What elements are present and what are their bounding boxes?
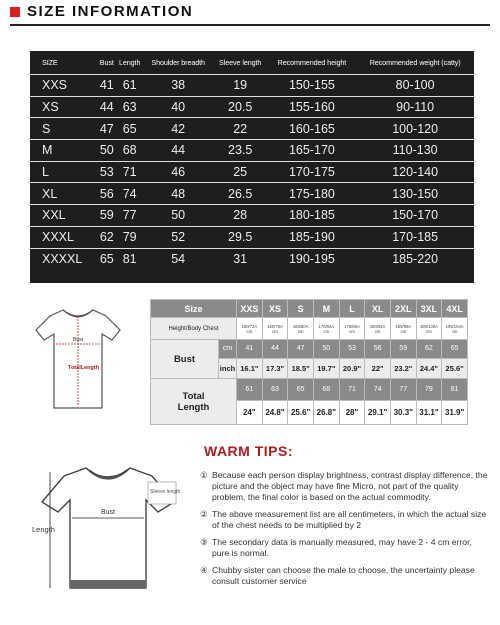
warm-tips-title: WARM TIPS: — [204, 443, 293, 459]
grid-cell-bust_cm: 41 — [237, 340, 263, 358]
warm-tip-item — [200, 509, 490, 531]
grid-cell-length_cm: 65 — [288, 379, 314, 401]
table1-cell: 65 — [116, 118, 144, 140]
grid-cell-bust_cm: 62 — [416, 340, 442, 358]
grid-cell-hb: 195/104A cm — [442, 318, 468, 340]
grid-cell-length_inch: 31.9" — [442, 401, 468, 425]
table1-cell: 19 — [213, 75, 268, 97]
table1-cell: 54 — [144, 248, 213, 269]
table-row — [30, 140, 474, 162]
tip-number: ② — [200, 509, 208, 519]
grid-cell-bust_cm: 65 — [442, 340, 468, 358]
table1-cell: XXXL — [30, 226, 98, 248]
table1-cell: 29.5 — [213, 226, 268, 248]
grid-cell-sizes: 4XL — [442, 300, 468, 318]
grid-cell-length_cm: 77 — [390, 379, 416, 401]
tip-text: Chubby sister can choose the male to choose, the uncertainty please consult customer service — [212, 565, 475, 586]
table1-cell: 185-220 — [356, 248, 474, 269]
table1-cell: 190-195 — [268, 248, 357, 269]
table1-cell: 56 — [98, 183, 116, 205]
grid-cell-sizes: L — [339, 300, 365, 318]
grid-cell-hb: 150/72A cm — [237, 318, 263, 340]
table1-cell: 150-170 — [356, 205, 474, 227]
grid-cell-length_inch: 28" — [339, 401, 365, 425]
table1-header-0: SIZE — [42, 58, 58, 67]
table1-cell: 71 — [116, 161, 144, 183]
tip-text: The secondary data is manually measured, may have 2 - 4 cm error, pure is normal. — [212, 537, 472, 558]
bust-label: Bust — [151, 340, 219, 379]
tee2-length-label: Length — [32, 525, 55, 534]
grid-cell-length_inch: 30.3" — [390, 401, 416, 425]
table1-cell: 130-150 — [356, 183, 474, 205]
table1-cell: 80-100 — [356, 75, 474, 97]
table1-cell: 170-175 — [268, 161, 357, 183]
grid-cell-length_inch: 24.8" — [262, 401, 288, 425]
grid-cell-length_inch: 25.6" — [288, 401, 314, 425]
table-row — [30, 183, 474, 205]
grid-cell-hb: 190/100A cm — [416, 318, 442, 340]
section-header — [10, 3, 193, 20]
table1-cell: 63 — [116, 96, 144, 118]
grid-cell-length_cm: 61 — [237, 379, 263, 401]
grid-cell-sizes: XXS — [237, 300, 263, 318]
table1-cell: XXL — [30, 205, 98, 227]
table-row — [30, 118, 474, 140]
grid-cell-bust_cm: 53 — [339, 340, 365, 358]
table1-cell: L — [30, 161, 98, 183]
total-length-label: Total Length — [151, 379, 237, 425]
table1-cell: 185-190 — [268, 226, 357, 248]
inch-unit: inch — [219, 358, 237, 379]
grid-cell-length_inch: 29.1" — [365, 401, 391, 425]
tshirt-diagram-detail — [28, 460, 188, 600]
grid-cell-length_cm: 81 — [442, 379, 468, 401]
grid-cell-bust_inch: 25.6" — [442, 358, 468, 379]
table1-cell: 46 — [144, 161, 213, 183]
table-row — [30, 161, 474, 183]
grid-cell-length_cm: 71 — [339, 379, 365, 401]
tip-text: Because each person display brightness, contrast display difference, the picture and the object may have fine Micro, not part of the quality problem, the final color is based on the actual commodity. — [212, 470, 488, 502]
table1-cell: 44 — [98, 96, 116, 118]
grid-cell-bust_inch: 20.9" — [339, 358, 365, 379]
tip-number: ① — [200, 470, 208, 480]
grid-cell-bust_cm: 50 — [313, 340, 339, 358]
table1-cell: 28 — [213, 205, 268, 227]
grid-cell-sizes: M — [313, 300, 339, 318]
cm-unit: cm — [219, 340, 237, 358]
grid-cell-hb: 180/92A cm — [365, 318, 391, 340]
table1-cell: 68 — [116, 140, 144, 162]
table1-cell: 52 — [144, 226, 213, 248]
table1-cell: XL — [30, 183, 98, 205]
table-row — [30, 75, 474, 97]
tee2-sleeve-label: Sleeve length — [150, 489, 181, 495]
table1-cell: 40 — [144, 96, 213, 118]
warm-tip-item — [200, 537, 490, 559]
grid-cell-sizes: XL — [365, 300, 391, 318]
table1-cell: 155-160 — [268, 96, 357, 118]
table1-cell: 59 — [98, 205, 116, 227]
grid-cell-sizes: XS — [262, 300, 288, 318]
warm-tip-item — [200, 470, 490, 503]
table1-cell: 62 — [98, 226, 116, 248]
grid-cell-sizes: S — [288, 300, 314, 318]
table-row — [30, 226, 474, 248]
table1-cell: 77 — [116, 205, 144, 227]
table1-cell: 38 — [144, 75, 213, 97]
table1-header-2: Length — [118, 58, 141, 67]
red-square-icon — [10, 7, 20, 17]
table1-header-5: Recommended height — [277, 58, 347, 67]
table1-cell: 170-185 — [356, 226, 474, 248]
grid-cell-hb: 165/80A cm — [288, 318, 314, 340]
tip-number: ③ — [200, 537, 208, 547]
grid-cell-hb: 170/84A cm — [313, 318, 339, 340]
table1-header-4: Sleeve length — [219, 58, 262, 67]
table1-cell: 53 — [98, 161, 116, 183]
table1-cell: 120-140 — [356, 161, 474, 183]
table1-cell: 110-130 — [356, 140, 474, 162]
size-table-dark — [30, 51, 474, 283]
grid-cell-length_cm: 63 — [262, 379, 288, 401]
table1-cell: 22 — [213, 118, 268, 140]
table1-cell: 160-165 — [268, 118, 357, 140]
table1-cell: 23.5 — [213, 140, 268, 162]
table1-cell: 31 — [213, 248, 268, 269]
table1-cell: 50 — [98, 140, 116, 162]
table1-cell: 165-170 — [268, 140, 357, 162]
table1-cell: 41 — [98, 75, 116, 97]
grid-cell-bust_inch: 17.3" — [262, 358, 288, 379]
table1-cell: XXXXL — [30, 248, 98, 269]
table1-cell: 81 — [116, 248, 144, 269]
grid-cell-bust_inch: 22" — [365, 358, 391, 379]
table1-cell: XXS — [30, 75, 98, 97]
grid-cell-bust_cm: 59 — [390, 340, 416, 358]
height-chest-label: Height/Body Chest — [151, 318, 237, 340]
table1-cell: 90-110 — [356, 96, 474, 118]
table1-cell: 25 — [213, 161, 268, 183]
table-row — [30, 205, 474, 227]
table1-cell: 26.5 — [213, 183, 268, 205]
grid-cell-length_inch: 26.8" — [313, 401, 339, 425]
table1-header-1: Bust — [99, 58, 114, 67]
grid-cell-bust_inch: 24.4" — [416, 358, 442, 379]
grid-cell-hb: 160/76A cm — [262, 318, 288, 340]
table1-cell: XS — [30, 96, 98, 118]
tee1-length-label: TotalLength — [68, 365, 100, 371]
table1-cell: 180-185 — [268, 205, 357, 227]
grid-cell-length_inch: 24" — [237, 401, 263, 425]
grid-cell-hb: 175/88A cm — [339, 318, 365, 340]
tee2-bust-label: Bust — [100, 509, 116, 516]
table-row — [30, 248, 474, 269]
grid-cell-bust_cm: 56 — [365, 340, 391, 358]
grid-cell-bust_inch: 16.1" — [237, 358, 263, 379]
tip-text: The above measurement list are all centimeters, in which the actual size of the chest needs to be multiplied by 2 — [212, 509, 487, 530]
table1-cell: 47 — [98, 118, 116, 140]
grid-cell-length_cm: 79 — [416, 379, 442, 401]
grid-cell-sizes: 3XL — [416, 300, 442, 318]
grid-cell-hb: 185/96A cm — [390, 318, 416, 340]
grid-cell-bust_cm: 44 — [262, 340, 288, 358]
table1-header-6: Recommended weight (catty) — [369, 58, 461, 67]
table1-cell: 48 — [144, 183, 213, 205]
warm-tip-item — [200, 565, 490, 587]
grid-cell-length_cm: 68 — [313, 379, 339, 401]
table1-cell: 74 — [116, 183, 144, 205]
table1-cell: 50 — [144, 205, 213, 227]
grid-cell-bust_inch: 23.2" — [390, 358, 416, 379]
table1-cell: 79 — [116, 226, 144, 248]
table1-cell: 175-180 — [268, 183, 357, 205]
table1-cell: 61 — [116, 75, 144, 97]
grid-cell-bust_inch: 19.7" — [313, 358, 339, 379]
size-label: Size — [151, 300, 237, 318]
grid-cell-bust_inch: 18.5" — [288, 358, 314, 379]
section-title: SIZE INFORMATION — [27, 3, 194, 20]
grid-cell-bust_cm: 47 — [288, 340, 314, 358]
table1-cell: 42 — [144, 118, 213, 140]
table1-cell: S — [30, 118, 98, 140]
grid-cell-length_inch: 31.1" — [416, 401, 442, 425]
table1-header-3: Shoulder breadth — [151, 58, 205, 67]
warm-tips-list — [200, 470, 490, 593]
tee1-bust-label: Bust — [72, 337, 84, 343]
tshirt-diagram-front — [28, 300, 128, 420]
size-table-grid — [150, 299, 468, 425]
table1-cell: 100-120 — [356, 118, 474, 140]
header-divider — [10, 24, 490, 26]
table1-cell: 150-155 — [268, 75, 357, 97]
grid-cell-length_cm: 74 — [365, 379, 391, 401]
table1-cell: 20.5 — [213, 96, 268, 118]
table-row — [30, 96, 474, 118]
tip-number: ④ — [200, 565, 208, 575]
table1-cell: 65 — [98, 248, 116, 269]
table1-cell: M — [30, 140, 98, 162]
table1-cell: 44 — [144, 140, 213, 162]
grid-cell-sizes: 2XL — [390, 300, 416, 318]
